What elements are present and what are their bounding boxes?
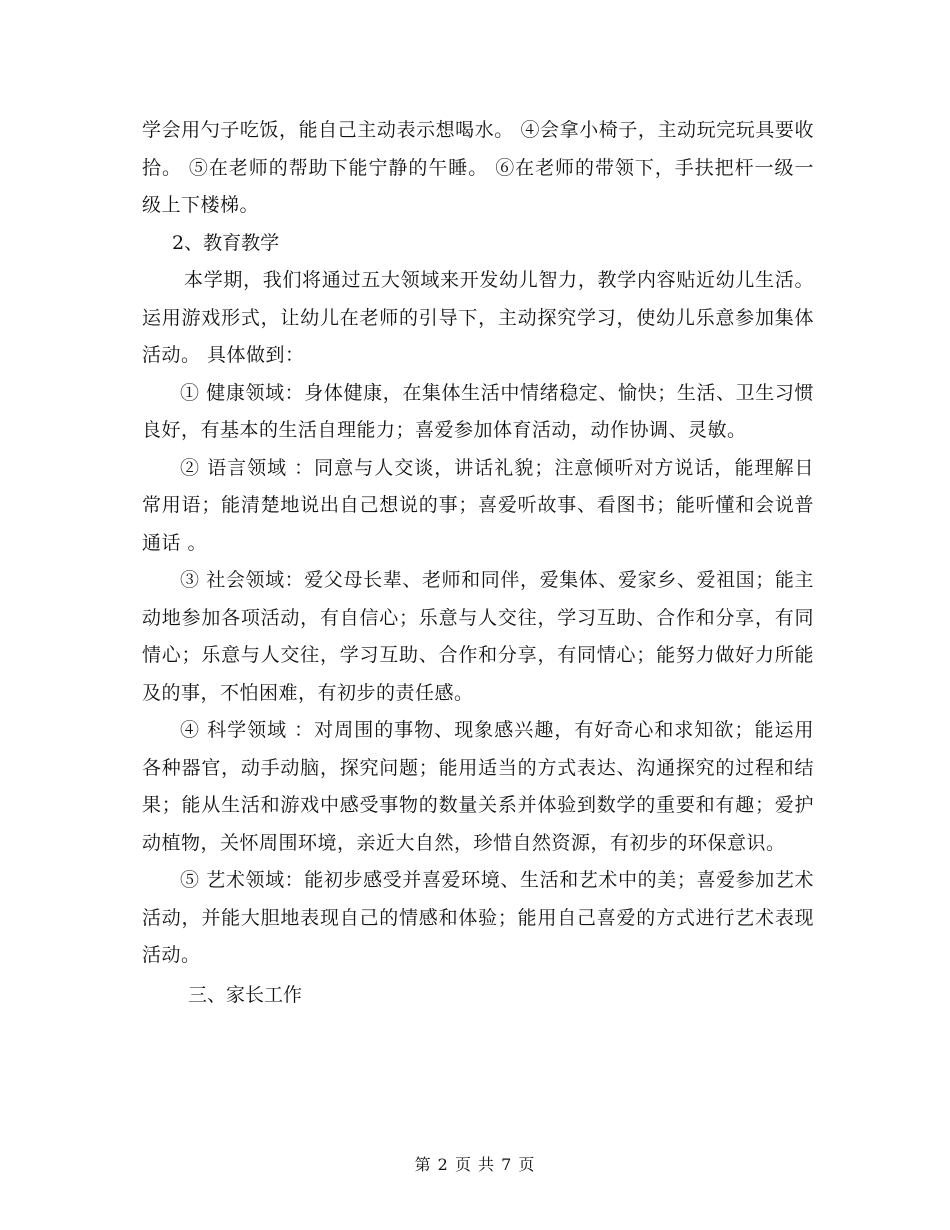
domain-art-paragraph: ⑤ 艺术领域：能初步感受并喜爱环境、生活和艺术中的美；喜爱参加艺术活动，并能大胆地表现自己的情感和体验；能用自己喜爱的方式进行艺术表现活动。 bbox=[142, 869, 814, 966]
document-body bbox=[142, 112, 814, 1014]
continuation-paragraph: 学会用勺子吃饭，能自己主动表示想喝水。 ④会拿小椅子，主动玩完玩具要收拾。 ⑤在老师的帮助下能宁静的午睡。 ⑥在老师的带领下，手扶把杆一级一级上下楼梯。 bbox=[142, 119, 814, 216]
intro-paragraph: 本学期，我们将通过五大领域来开发幼儿智力，教学内容贴近幼儿生活。运用游戏形式，让幼儿在老师的引导下，主动探究学习，使幼儿乐意参加集体活动。 具体做到： bbox=[142, 269, 814, 366]
domain-health-paragraph: ① 健康领域：身体健康，在集体生活中情绪稳定、愉快；生活、卫生习惯良好，有基本的生活自理能力；喜爱参加体育活动，动作协调、灵敏。 bbox=[142, 381, 814, 441]
page-number-footer: 第 2 页 共 7 页 bbox=[414, 1155, 536, 1174]
next-section-heading: 三、家长工作 bbox=[188, 983, 303, 1006]
domain-social-paragraph: ③ 社会领域：爱父母长辈、老师和同伴，爱集体、爱家乡、爱祖国；能主动地参加各项活动，有自信心；乐意与人交往，学习互助、合作和分享，有同情心；乐意与人交往，学习互助、合作和分享，有同情心；能努力做好力所能及的事，不怕困难，有初步的责任感。 bbox=[142, 569, 814, 704]
domain-science-paragraph: ④ 科学领域 ：对周围的事物、现象感兴趣，有好奇心和求知欲；能运用各种器官，动手动脑，探究问题；能用适当的方式表达、沟通探究的过程和结果；能从生活和游戏中感受事物的数量关系并体验到数学的重要和有趣；爱护动植物，关怀周围环境，亲近大自然，珍惜自然资源，有初步的环保意识。 bbox=[142, 719, 814, 854]
section-heading: 2、教育教学 bbox=[172, 231, 280, 254]
domain-language-paragraph: ② 语言领域 ：同意与人交谈，讲话礼貌；注意倾听对方说话，能理解日常用语；能清楚地说出自己想说的事；喜爱听故事、看图书；能听懂和会说普通话 。 bbox=[142, 456, 814, 554]
